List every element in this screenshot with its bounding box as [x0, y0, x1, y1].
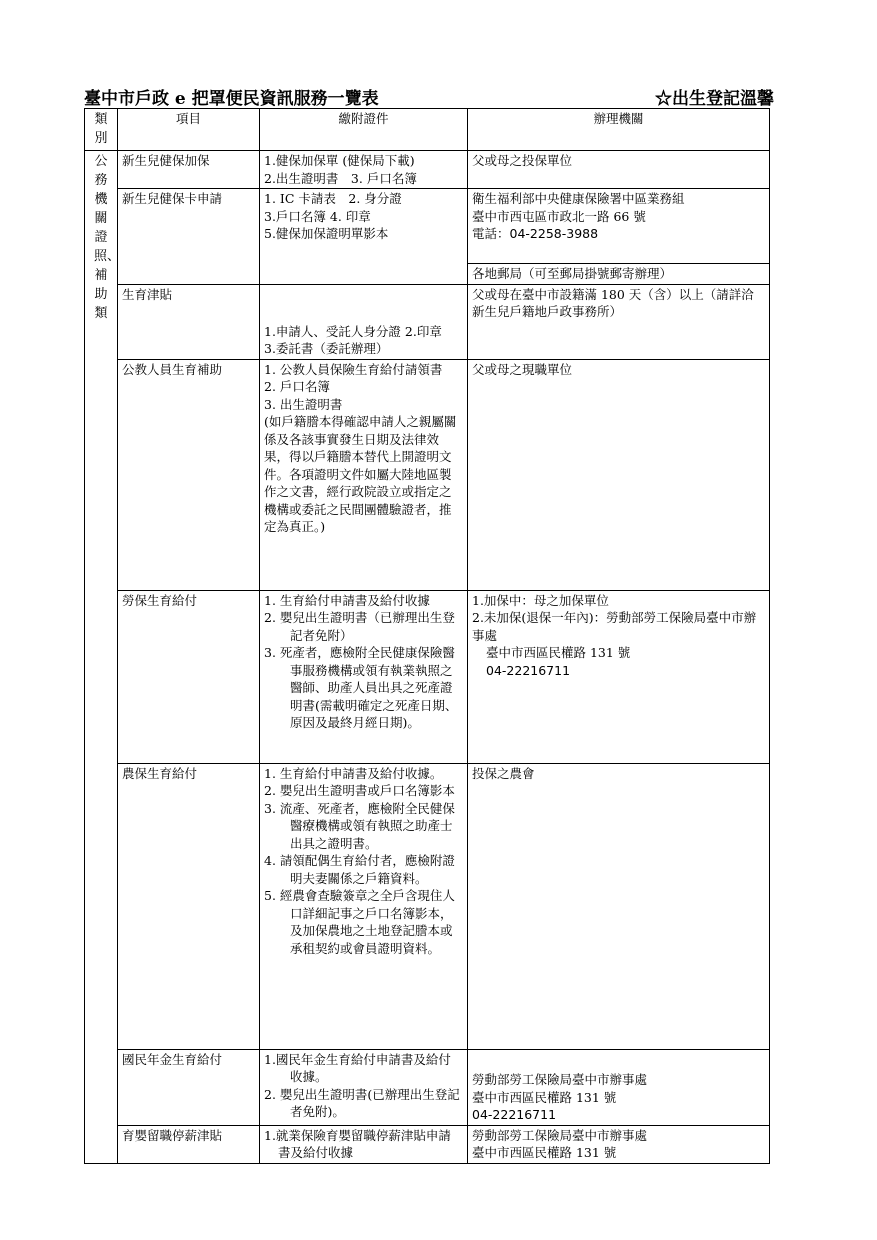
- page-tag: ☆出生登記溫馨: [655, 89, 774, 109]
- doc-line: 1.國民年金生育給付申請書及給付收據。: [264, 1051, 451, 1084]
- office-cell: [468, 1049, 770, 1125]
- column-header-category: 類別: [85, 109, 118, 151]
- office-line: 1.加保中：母之加保單位: [472, 592, 609, 608]
- column-header-office: 辦理機關: [468, 109, 770, 151]
- office-line: 勞動部勞工保險局臺中市辦事處: [472, 1072, 648, 1087]
- page-title: 臺中市戶政 e 把罩便民資訊服務一覽表: [84, 89, 379, 109]
- doc-line: 5.健保加保證明單影本: [264, 226, 389, 241]
- office-line: 父或母之現職單位: [472, 361, 573, 377]
- table-row: [85, 189, 770, 264]
- office-line: 衛生福利部中央健康保險署中區業務組: [472, 191, 685, 206]
- office-cell: [468, 763, 770, 1049]
- table-row: [85, 359, 770, 590]
- item-cell: 國民年金生育給付: [118, 1049, 260, 1125]
- table-row: [85, 284, 770, 359]
- docs-cell: [260, 151, 468, 189]
- table-header-row: [85, 109, 770, 151]
- office-address: 臺中市西區民權路 131 號: [472, 1089, 617, 1105]
- doc-note: (如戶籍謄本得確認申請人之親屬關係及各該事實發生日期及法律效果，得以戶籍謄本替代上開證明文件。各項證明文件如屬大陸地區製作之文書，經行政院設立或指定之機構或委託之民間團體驗證者，推定為真正。): [264, 414, 457, 534]
- doc-line: 1. 生育給付申請書及給付收據: [264, 592, 430, 608]
- office-line: 勞動部勞工保險局臺中市辦事處: [472, 1127, 648, 1143]
- table-row: [85, 763, 770, 1049]
- docs-cell: [260, 189, 468, 285]
- office-address: 臺中市西區民權路 131 號: [472, 1145, 617, 1160]
- item-cell: 公教人員生育補助: [118, 359, 260, 590]
- doc-line: 2. 戶口名簿: [264, 379, 330, 394]
- doc-line: 3. 流產、死產者，應檢附全民健保醫療機構或領有執照之助產士出具之證明書。: [264, 800, 455, 851]
- item-cell: 新生兒健保加保: [118, 151, 260, 189]
- docs-cell: [260, 590, 468, 763]
- office-line: 2.未加保(退保一年內)：勞動部勞工保險局臺中市辦事處: [472, 610, 757, 643]
- office-cell: [468, 1125, 770, 1163]
- table-row: [85, 590, 770, 763]
- item-cell: 農保生育給付: [118, 763, 260, 1049]
- info-table: [84, 108, 770, 1164]
- office-phone: 電話：04-2258-3988: [472, 226, 599, 241]
- docs-cell: [260, 763, 468, 1049]
- office-cell: [468, 359, 770, 590]
- doc-line: 4. 請領配偶生育給付者，應檢附證明夫妻關係之戶籍資料。: [264, 853, 455, 886]
- doc-line: 1.就業保險育嬰留職停薪津貼申請書及給付收據: [264, 1127, 451, 1160]
- category-label: 公務機關證照、補助類: [94, 154, 121, 321]
- office-line: 投保之農會: [472, 765, 535, 781]
- docs-cell: [260, 284, 468, 359]
- table-row: [85, 1049, 770, 1125]
- office-address: 臺中市西區民權路 131 號: [486, 645, 631, 660]
- column-header-item: 項目: [118, 109, 260, 151]
- doc-line: 1.健保加保單 (健保局下載): [264, 153, 415, 168]
- office-line: 父或母在臺中市設籍滿 180 天（含）以上（請詳洽新生兒戶籍地戶政事務所）: [472, 286, 754, 319]
- item-cell: 育嬰留職停薪津貼: [118, 1125, 260, 1163]
- docs-cell: [260, 1125, 468, 1163]
- doc-line: 3.委託書（委託辦理）: [264, 341, 389, 356]
- office-cell: [468, 151, 770, 189]
- office-cell: [468, 590, 770, 763]
- category-cell: [85, 151, 121, 1164]
- table-row: [85, 151, 770, 189]
- doc-line: 2. 嬰兒出生證明書或戶口名簿影本: [264, 783, 455, 798]
- docs-cell: [260, 1049, 468, 1125]
- doc-line: 1. IC 卡請表 2. 身分證: [264, 191, 402, 206]
- doc-line: 3. 死產者，應檢附全民健康保險醫事服務機構或領有執業執照之醫師、助產人員出具之死產證明書(需載明確定之死產日期、原因及最終月經日期)。: [264, 645, 458, 730]
- column-header-docs: 繳附證件: [260, 109, 468, 151]
- office-phone: 04-22216711: [486, 662, 571, 678]
- office-line: 臺中市西屯區市政北一路 66 號: [472, 208, 646, 224]
- doc-line: 3. 出生證明書: [264, 396, 343, 412]
- docs-cell: [260, 359, 468, 590]
- doc-line: 2. 嬰兒出生證明書（已辦理出生登記者免附）: [264, 610, 455, 643]
- office-cell-post: 各地郵局（可至郵局掛號郵寄辦理）: [468, 264, 770, 285]
- item-cell: 生育津貼: [118, 284, 260, 359]
- doc-line: 2.出生證明書 3. 戶口名簿: [264, 170, 417, 186]
- doc-line: 1. 生育給付申請書及給付收據。: [264, 765, 443, 781]
- doc-line: 5. 經農會查驗簽章之全戶含現住人口詳細記事之戶口名簿影本，及加保農地之土地登記謄本或承租契約或會員證明資料。: [264, 888, 455, 956]
- item-cell: 新生兒健保卡申請: [118, 189, 260, 285]
- doc-line: 1.申請人、受託人身分證 2.印章: [264, 323, 442, 339]
- doc-line: 3.戶口名簿 4. 印章: [264, 208, 371, 224]
- page-header: [84, 84, 774, 108]
- doc-line: 2. 嬰兒出生證明書(已辦理出生登記者免附)。: [264, 1086, 460, 1119]
- office-line: 父或母之投保單位: [472, 153, 573, 168]
- table-row: [85, 1125, 770, 1163]
- doc-line: 1. 公教人員保險生育給付請領書: [264, 361, 443, 377]
- office-phone: 04-22216711: [472, 1107, 557, 1122]
- office-cell: [468, 189, 770, 264]
- item-cell: 勞保生育給付: [118, 590, 260, 763]
- office-cell: [468, 284, 770, 359]
